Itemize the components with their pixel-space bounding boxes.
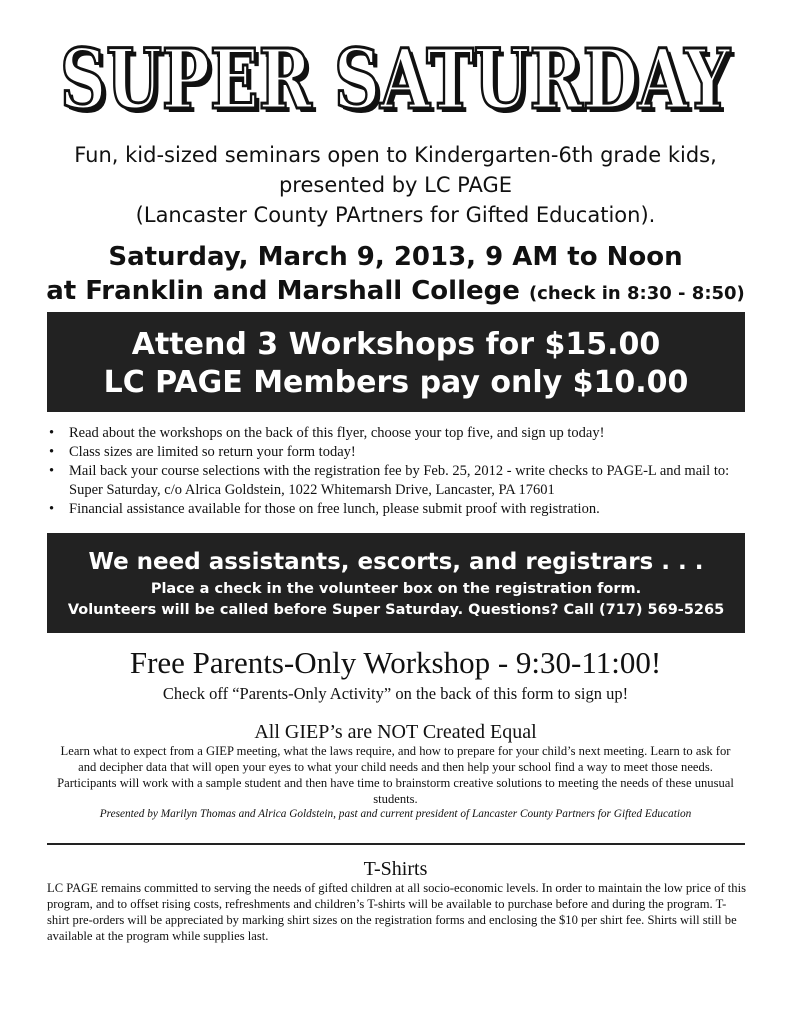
event-location: at Franklin and Marshall College xyxy=(46,276,520,306)
volunteer-line-1: Place a check in the volunteer box on the registration form. xyxy=(150,581,642,597)
section-divider xyxy=(47,843,745,845)
volunteer-line-2: Volunteers will be called before Super Saturday. Questions? Call (717) 569-5265 xyxy=(67,602,725,618)
bullet-item: • Class sizes are limited so return your form today! xyxy=(47,443,747,462)
intro-line-1: Fun, kid-sized seminars open to Kindergarten-6th grade kids, xyxy=(74,143,717,167)
event-details xyxy=(0,240,791,311)
intro-line-2: presented by LC PAGE xyxy=(278,173,513,197)
bullet-item: • Read about the workshops on the back of this flyer, choose your top five, and sign up today! xyxy=(47,424,747,443)
pricing-line-1: Attend 3 Workshops for $15.00 xyxy=(131,327,661,362)
event-checkin: (check in 8:30 - 8:50) xyxy=(528,283,745,304)
event-location-line xyxy=(0,274,791,311)
bullet-item: • Financial assistance available for those on free lunch, please submit proof with registration. xyxy=(47,500,747,519)
title-graphic xyxy=(0,32,791,124)
parents-workshop-heading: Free Parents-Only Workshop - 9:30-11:00! xyxy=(129,645,662,680)
volunteer-banner xyxy=(47,533,745,633)
giep-heading: All GIEP’s are NOT Created Equal xyxy=(254,721,537,743)
intro-text xyxy=(0,140,791,230)
parents-workshop-subtitle: Check off “Parents-Only Activity” on the back of this form to sign up! xyxy=(162,684,629,703)
volunteer-heading: We need assistants, escorts, and registrars . . . xyxy=(88,549,704,575)
giep-description: Learn what to expect from a GIEP meeting, what the laws require, and how to prepare for your child’s next meeting. Learn to ask for and decipher data that will open your eyes to what your child needs and then help your school find a way to meet those needs. Participants will work with a sample student and then have time to brainstorm creative solutions to meeting the needs of these unusual students. xyxy=(57,744,734,806)
event-date: Saturday, March 9, 2013, 9 AM to Noon xyxy=(108,242,683,272)
pricing-line-2: LC PAGE Members pay only $10.00 xyxy=(103,365,689,400)
title-text: SUPER SATURDAY xyxy=(60,32,732,124)
intro-line-3: (Lancaster County PArtners for Gifted Education). xyxy=(135,203,656,227)
pricing-banner xyxy=(47,312,745,412)
title-shadow: SUPER SATURDAY xyxy=(64,36,736,124)
tshirts-heading: T-Shirts xyxy=(363,858,428,880)
giep-presenters: Presented by Marilyn Thomas and Alrica Goldstein, past and current president of Lancaster County Partners for Gifted Education xyxy=(99,808,692,820)
tshirts-description: LC PAGE remains committed to serving the needs of gifted children at all socio-economic levels. In order to maintain the low price of this program, and to offset rising costs, refreshments and children’s T-shirts will be available to purchase before and during the program. T-shirt pre-orders will be appreciated by marking shirt sizes on the registration forms and enclosing the $10 per shirt fee. Shirts will still be available at the program while supplies last. xyxy=(47,881,747,943)
info-bullets xyxy=(47,424,747,519)
bullet-item: • Mail back your course selections with the registration fee by Feb. 25, 2012 - write checks to PAGE-L and mail to: Super Saturday, c/o Alrica Goldstein, 1022 Whitemarsh Drive, Lancaster, PA 17601 xyxy=(47,462,747,500)
title-banner xyxy=(0,32,791,124)
